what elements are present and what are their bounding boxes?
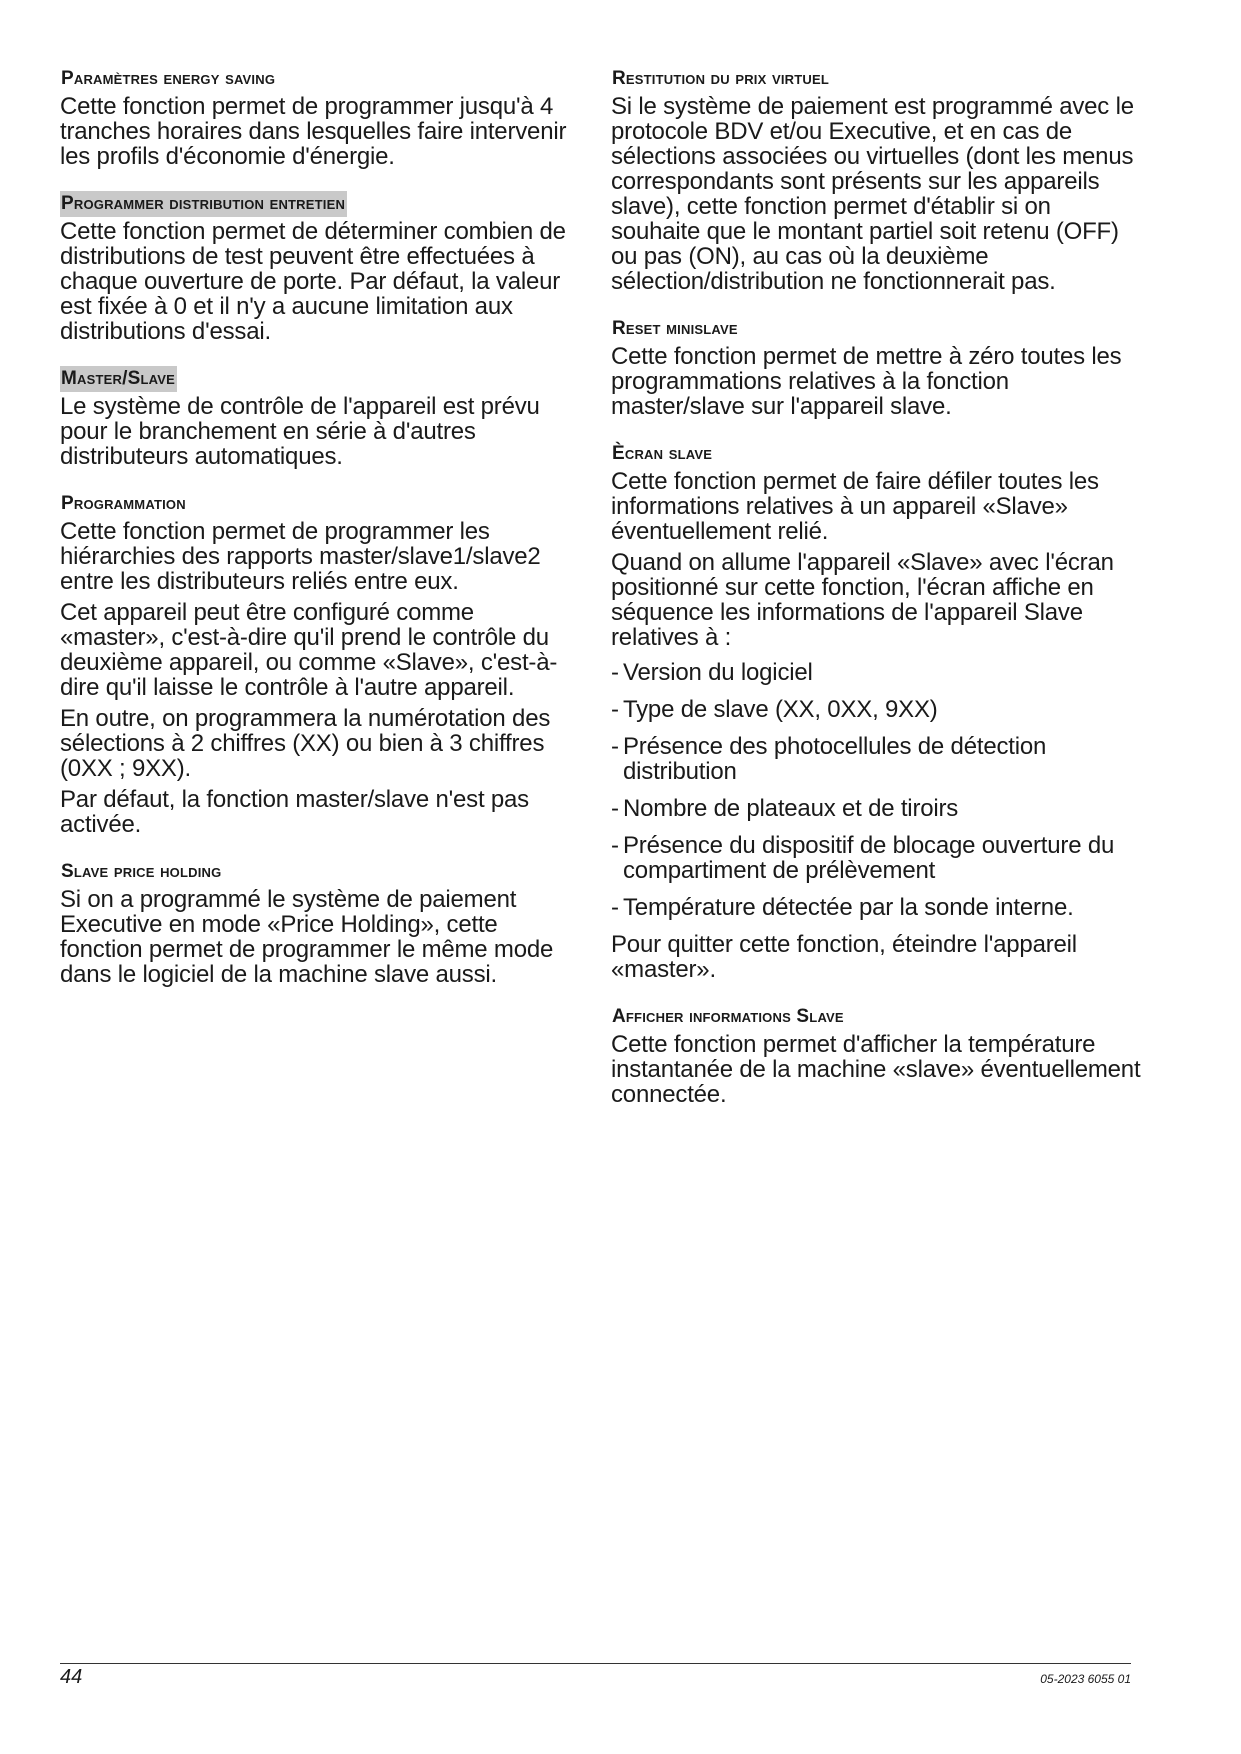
section-heading-highlighted: Master/Slave	[60, 366, 177, 392]
section-energy-saving	[60, 66, 582, 169]
section-reset-minislave	[611, 316, 1141, 419]
section-heading: Paramètres energy saving	[61, 68, 276, 89]
section-paragraph: Si on a programmé le système de paiement Executive en mode «Price Holding», cette fonction permet de programmer le même mode dans le logiciel de la machine slave aussi.	[60, 886, 554, 988]
section-ecran-slave	[611, 441, 1141, 982]
section-paragraph: Cette fonction permet de mettre à zéro toutes les programmations relatives à la fonction master/slave sur l'appareil slave.	[611, 343, 1122, 420]
section-paragraph: Cet appareil peut être configuré comme «master», c'est-à-dire qu'il prend le contrôle du deuxième appareil, ou comme «Slave», c'est-à-dire qu'il laisse le contrôle à l'autre appareil.	[60, 599, 558, 701]
section-paragraph: Cette fonction permet d'afficher la température instantanée de la machine «slave» éventuellement connectée.	[611, 1031, 1141, 1108]
right-column	[611, 66, 1141, 1129]
section-heading: Ècran slave	[612, 443, 713, 464]
document-code: 05-2023 6055 01	[1040, 1672, 1131, 1686]
section-paragraph: En outre, on programmera la numérotation des sélections à 2 chiffres (XX) ou bien à 3 chiffres (0XX ; 9XX).	[60, 705, 551, 782]
list-item: - Nombre de plateaux et de tiroirs	[611, 796, 1141, 821]
section-restitution-prix-virtuel	[611, 66, 1141, 294]
section-heading: Slave price holding	[61, 861, 222, 882]
section-heading: Restitution du prix virtuel	[612, 68, 829, 89]
section-paragraph: Par défaut, la fonction master/slave n'est pas activée.	[60, 786, 529, 838]
page-number: 44	[60, 1666, 83, 1688]
section-heading-highlighted: Programmer distribution entretien	[60, 191, 347, 217]
section-paragraph: Pour quitter cette fonction, éteindre l'appareil «master».	[611, 931, 1077, 983]
section-master-slave	[60, 366, 582, 469]
section-paragraph: Si le système de paiement est programmé avec le protocole BDV et/ou Executive, et en cas de sélections associées ou virtuelles (dont les menus correspondants sont présents sur les appareils slave), cette fonction permet d'établir si on souhaite que le montant partiel soit retenu (OFF) ou pas (ON), au cas où la deuxième sélection/distribution ne fonctionnerait pas.	[611, 93, 1134, 295]
section-programmer-distribution-entretien	[60, 191, 582, 344]
list-item: - Température détectée par la sonde interne.	[611, 895, 1141, 920]
section-paragraph: Quand on allume l'appareil «Slave» avec l'écran positionné sur cette fonction, l'écran affiche en séquence les informations de l'appareil Slave relatives à :	[611, 549, 1114, 651]
section-programmation	[60, 491, 582, 837]
section-paragraph: Cette fonction permet de déterminer combien de distributions de test peuvent être effectuées à chaque ouverture de porte. Par défaut, la valeur est fixée à 0 et il n'y a aucune limitation aux distributions d'essai.	[60, 218, 566, 345]
footer-divider	[60, 1663, 1131, 1664]
list-item: - Version du logiciel	[611, 660, 1141, 685]
section-paragraph: Le système de contrôle de l'appareil est prévu pour le branchement en série à d'autres distributeurs automatiques.	[60, 393, 540, 470]
list-item: - Type de slave (XX, 0XX, 9XX)	[611, 697, 1141, 722]
section-paragraph: Cette fonction permet de faire défiler toutes les informations relatives à un appareil «Slave» éventuellement relié.	[611, 468, 1099, 545]
section-heading: Programmation	[61, 493, 186, 514]
section-paragraph: Cette fonction permet de programmer les hiérarchies des rapports master/slave1/slave2 entre les distributeurs reliés entre eux.	[60, 518, 541, 595]
left-column	[60, 66, 582, 1009]
section-paragraph: Cette fonction permet de programmer jusqu'à 4 tranches horaires dans lesquelles faire intervenir les profils d'économie d'énergie.	[60, 93, 567, 170]
section-afficher-informations-slave	[611, 1004, 1141, 1107]
info-list	[611, 660, 1141, 920]
list-item: - Présence des photocellules de détection distribution	[611, 734, 1141, 784]
section-heading: Afficher informations Slave	[612, 1006, 844, 1027]
section-slave-price-holding	[60, 859, 582, 987]
list-item: - Présence du dispositif de blocage ouverture du compartiment de prélèvement	[611, 833, 1141, 883]
section-heading: Reset minislave	[612, 318, 738, 339]
